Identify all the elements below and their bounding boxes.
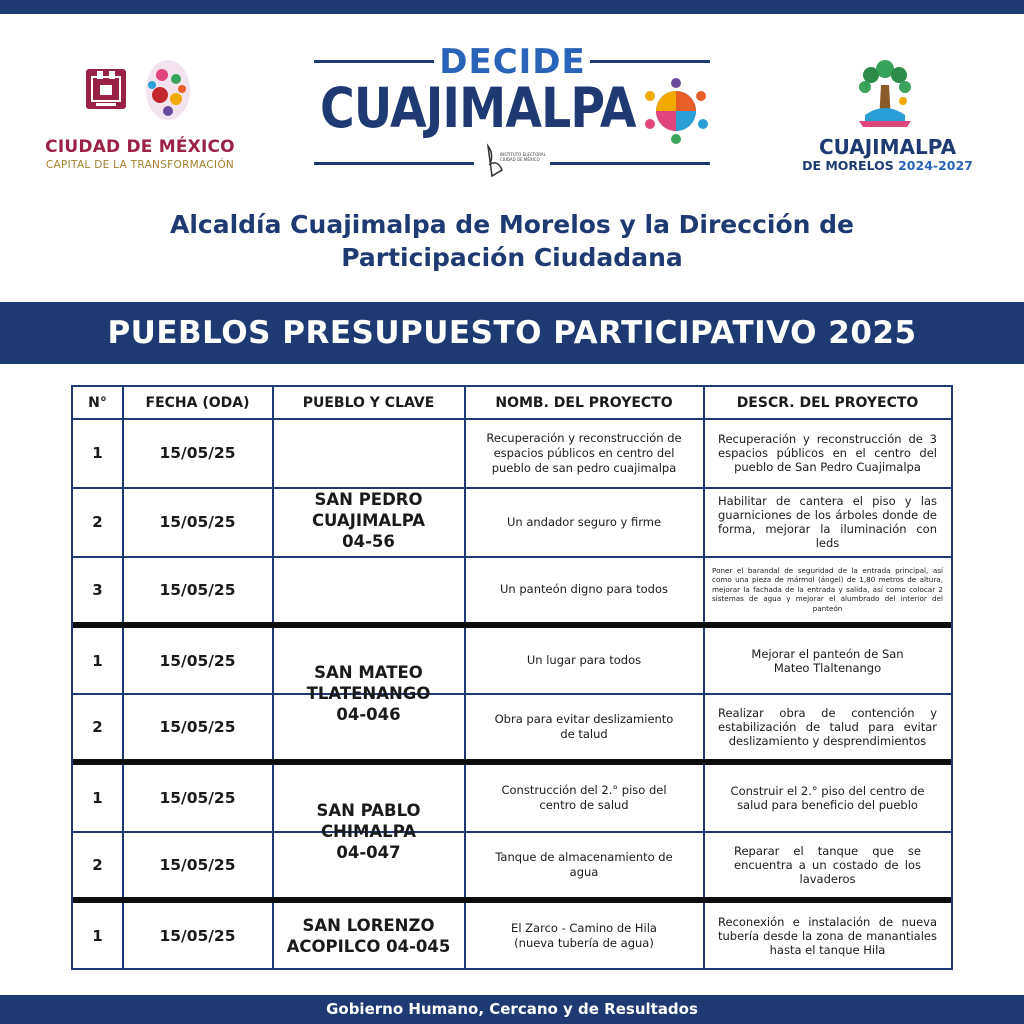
row-project-description: Reparar el tanque que se encuentra a un costado de los lavaderos — [734, 843, 921, 886]
row-project-description: Poner el barandal de seguridad de la entrada principal, así como una pieza de mármol (ángel) de 1,80 metros de altura, mejorar la fachada de la entrada y salida, así como colocar 2 sistemas de agua y mejorar el alumbrado del interior del panteón — [712, 565, 943, 613]
pueblo-name-line: SAN MATEO — [314, 663, 423, 682]
decide-rule-bottom-left — [314, 162, 474, 165]
row-number: 1 — [92, 444, 103, 462]
row-project-description: Construir el 2.° piso del centro de salud para beneficio del pueblo — [730, 784, 925, 812]
pueblo-cell — [273, 628, 464, 759]
top-bar — [0, 0, 1024, 14]
header-pueblo: PUEBLO Y CLAVE — [302, 394, 435, 411]
cuajimalpa-word: CUAJIMALPA — [320, 76, 636, 140]
row-project-description: Habilitar de cantera el piso y las guarniciones de los árboles donde de forma, mejorar la iluminación con leds — [718, 494, 937, 550]
row-project-name: Tanque de almacenamiento de agua — [495, 849, 673, 879]
row-number: 3 — [92, 580, 103, 599]
cdmx-emblem-icon — [82, 55, 202, 125]
decide-cuajimalpa-logo — [310, 42, 715, 182]
row-date: 15/05/25 — [159, 513, 236, 531]
page-headline — [60, 208, 964, 274]
pueblo-key: 04-56 — [342, 532, 395, 551]
alcaldia-subtitle — [795, 158, 980, 173]
row-number: 1 — [92, 651, 103, 670]
iecm-text: INSTITUTO ELECTORAL CIUDAD DE MÉXICO — [500, 152, 546, 162]
row-project-name: Un andador seguro y firme — [506, 514, 662, 529]
row-date: 15/05/25 — [159, 926, 236, 945]
decide-word: DECIDE — [439, 42, 586, 82]
cdmx-title: CIUDAD DE MÉXICO — [45, 137, 235, 157]
pueblo-cell — [273, 903, 464, 968]
row-project-description: Realizar obra de contención y estabilización de talud para evitar deslizamiento y desprendimientos — [718, 705, 937, 748]
puzzle-people-icon — [643, 78, 709, 144]
cdmx-logo — [40, 55, 240, 180]
pueblo-name-line: SAN PABLO — [316, 800, 421, 820]
headline-line-2: Participación Ciudadana — [341, 243, 683, 272]
footer-slogan: Gobierno Humano, Cercano y de Resultados — [326, 1000, 698, 1018]
row-project-name: Obra para evitar deslizamiento de talud — [494, 711, 674, 741]
row-number: 2 — [92, 717, 103, 736]
row-project-name: Recuperación y reconstrucción de espacios públicos en centro del pueblo de san pedro cuajimalpa — [486, 430, 682, 475]
banner-title: PUEBLOS PRESUPUESTO PARTICIPATIVO 2025 — [107, 315, 917, 351]
footer-bar — [0, 995, 1024, 1024]
row-number: 2 — [92, 513, 103, 531]
projects-table — [71, 385, 953, 970]
row-project-name: Un lugar para todos — [526, 653, 642, 667]
row-date: 15/05/25 — [159, 717, 236, 736]
row-number: 2 — [92, 855, 103, 874]
pueblo-name-line: SAN LORENZO — [302, 915, 435, 935]
row-date: 15/05/25 — [159, 444, 236, 462]
tree-icon — [845, 55, 925, 135]
decide-rule-bottom-right — [550, 162, 710, 165]
row-project-description: Mejorar el panteón de San Mateo Tlaltenango — [751, 646, 904, 675]
pueblo-name-line: SAN PEDRO — [314, 490, 423, 509]
pueblo-key: ACOPILCO 04-045 — [286, 936, 451, 956]
row-date: 15/05/25 — [159, 580, 236, 599]
title-banner — [0, 302, 1024, 364]
row-project-name: Construcción del 2.° piso del centro de salud — [501, 783, 667, 812]
alcaldia-logo — [795, 55, 980, 180]
pueblo-name-line: CUAJIMALPA — [311, 511, 426, 530]
pueblo-key: 04-046 — [336, 705, 401, 724]
header-project-description: DESCR. DEL PROYECTO — [736, 394, 919, 411]
row-project-description: Reconexión e instalación de nueva tubería desde la zona de manantiales hasta el tanque Hila — [718, 914, 937, 957]
row-project-description: Recuperación y reconstrucción de 3 espacios públicos en el centro del pueblo de San Pedro Cuajimalpa — [718, 432, 937, 474]
alcaldia-years: 2024-2027 — [898, 158, 973, 173]
header-date: FECHA (ODA) — [145, 394, 250, 411]
pueblo-name-line: CHIMALPA — [320, 821, 417, 841]
pueblo-name-line: TLATENANGO — [306, 684, 431, 703]
row-project-name: Un panteón digno para todos — [500, 582, 668, 596]
row-date: 15/05/25 — [159, 651, 236, 670]
cdmx-subtitle: CAPITAL DE LA TRANSFORMACIÓN — [45, 159, 235, 171]
row-number: 1 — [92, 789, 103, 807]
row-number: 1 — [92, 926, 103, 945]
row-date: 15/05/25 — [159, 855, 236, 874]
pueblo-cell — [273, 419, 464, 622]
row-date: 15/05/25 — [159, 789, 236, 807]
alcaldia-title: CUAJIMALPA — [818, 135, 957, 159]
alcaldia-subtitle-text: DE MORELOS — [802, 158, 894, 173]
pueblo-cell — [273, 765, 464, 897]
header-project-name: NOMB. DEL PROYECTO — [495, 394, 673, 411]
row-project-name: El Zarco - Camino de Hila (nueva tubería de agua) — [511, 920, 657, 950]
headline-line-1: Alcaldía Cuajimalpa de Morelos y la Dirección de — [169, 210, 855, 239]
pueblo-key: 04-047 — [336, 842, 401, 862]
header-number: N° — [88, 394, 107, 411]
